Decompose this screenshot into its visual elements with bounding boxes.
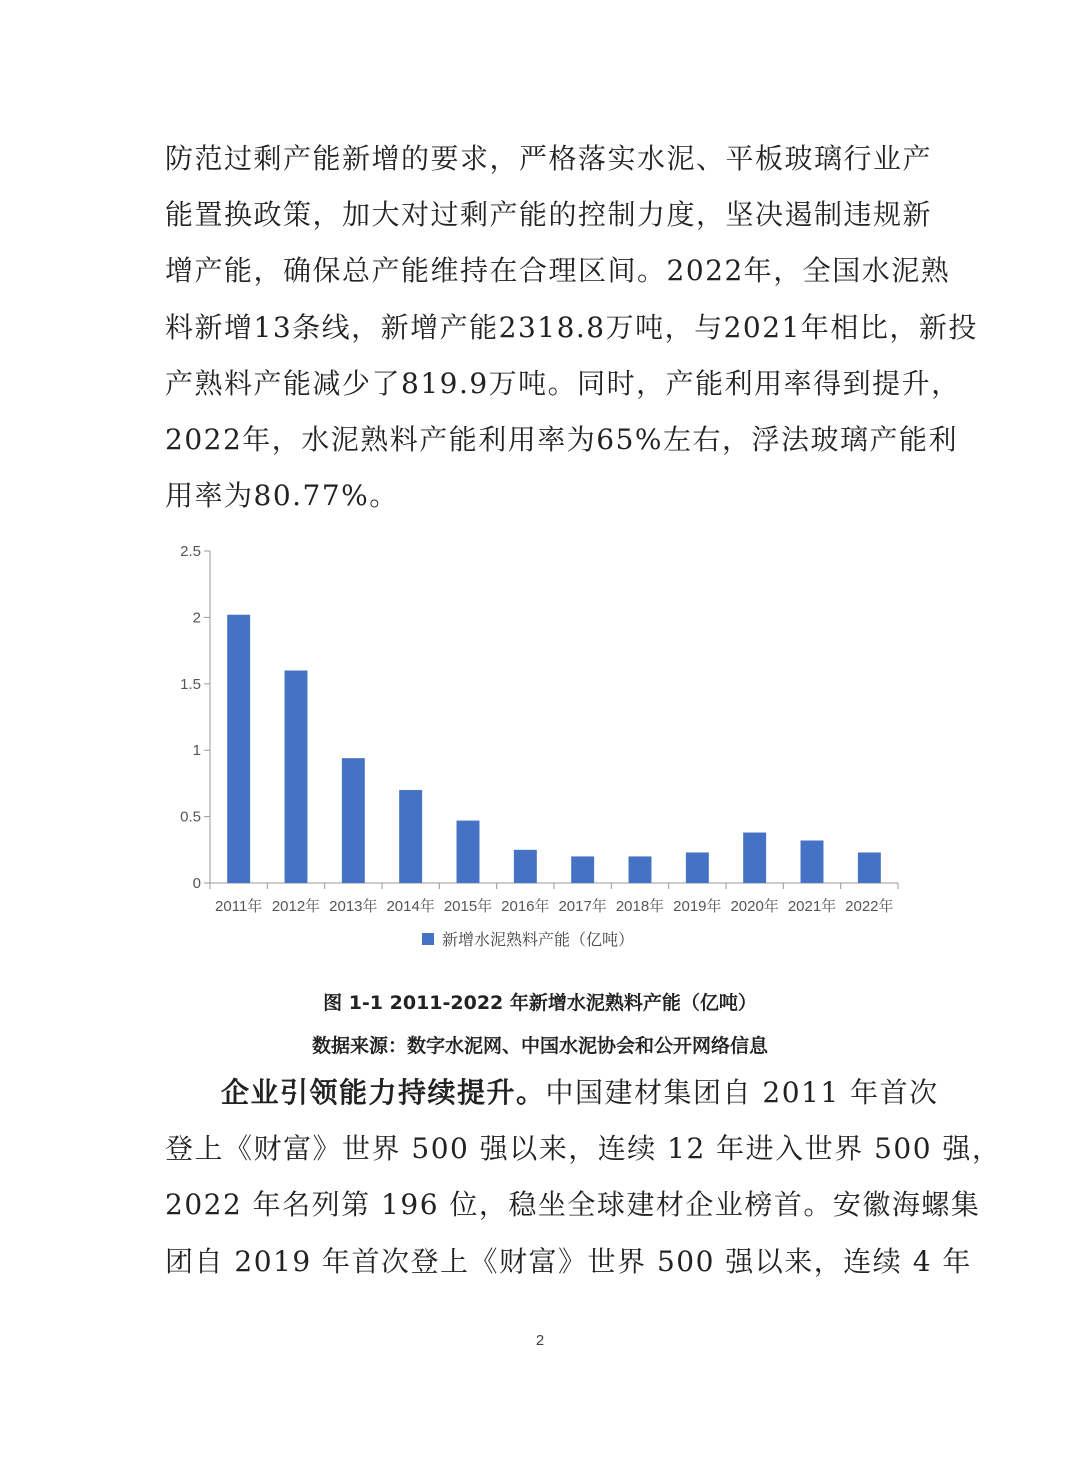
text-line: 产熟料产能减少了819.9万吨。同时，产能利用率得到提升，: [165, 366, 961, 400]
paragraph-enterprise-leadership: [165, 1065, 1002, 1290]
text-line: 2022年，水泥熟料产能利用率为65%左右，浮法玻璃产能利: [165, 422, 958, 456]
x-tick-label: 2012年: [271, 898, 321, 915]
figure-source: 数据来源：数字水泥网、中国水泥协会和公开网络信息: [311, 1035, 768, 1057]
bar-2017年: [571, 856, 594, 883]
text-line: 团自 2019 年首次登上《财富》世界 500 强以来，连续 4 年: [165, 1244, 972, 1278]
bar-2016年: [514, 850, 537, 883]
bar-2015年: [457, 821, 480, 883]
clinker-capacity-bar-chart: [160, 535, 920, 965]
bar-2019年: [686, 852, 709, 883]
text-line: 用率为80.77%。: [165, 479, 399, 513]
x-tick-label: 2013年: [329, 898, 378, 915]
x-tick-label: 2016年: [501, 898, 550, 915]
bar-2021年: [801, 841, 824, 883]
x-tick-label: 2021年: [787, 898, 837, 915]
y-tick-label: 1.5: [180, 675, 201, 693]
bar-2013年: [342, 758, 365, 883]
page-number: 2: [535, 1332, 545, 1349]
x-tick-label: 2022年: [845, 898, 894, 915]
y-tick-label: 0.5: [180, 808, 201, 826]
text-line: 能置换政策，加大对过剩产能的控制力度，坚决遏制违规新: [165, 198, 933, 232]
text-line: 增产能，确保总产能维持在合理区间。2022年，全国水泥熟: [165, 254, 951, 288]
x-tick-label: 2015年: [443, 898, 493, 915]
x-tick-label: 2017年: [558, 898, 607, 915]
y-tick-label: 1: [192, 742, 201, 760]
bar-2011年: [227, 615, 250, 883]
legend-swatch: [422, 933, 434, 945]
bar-2022年: [858, 852, 881, 883]
paragraph-lead-heading: 企业引领能力持续提升。: [221, 1076, 546, 1109]
text-line: 2022 年名列第 196 位，稳坐全球建材企业榜首。安徽海螺集: [165, 1188, 981, 1222]
text-segment: 中国建材集团自 2011 年首次: [545, 1076, 939, 1109]
y-tick-label: 0: [192, 875, 201, 892]
x-tick-label: 2019年: [673, 898, 722, 915]
bar-2014年: [399, 790, 422, 883]
figure-caption: 图 1-1 2011-2022 年新增水泥熟料产能（亿吨）: [323, 992, 757, 1014]
x-tick-label: 2018年: [615, 898, 665, 915]
text-line: 防范过剩产能新增的要求，严格落实水泥、平板玻璃行业产: [165, 142, 933, 175]
bar-2018年: [629, 856, 652, 883]
text-line: 登上《财富》世界 500 强以来，连续 12 年进入世界 500 强，: [165, 1132, 1002, 1166]
bar-2020年: [743, 833, 766, 883]
y-tick-label: 2: [192, 609, 201, 627]
legend-label: 新增水泥熟料产能（亿吨）: [442, 930, 635, 949]
bar-2012年: [285, 671, 308, 883]
y-tick-label: 2.5: [180, 543, 201, 560]
x-tick-label: 2014年: [386, 898, 435, 915]
text-line: 料新增13条线，新增产能2318.8万吨，与2021年相比，新投: [165, 310, 978, 344]
x-tick-label: 2011年: [215, 898, 263, 915]
text-line: [165, 1065, 939, 1121]
x-tick-label: 2020年: [730, 898, 779, 915]
paragraph-capacity-control: [165, 131, 978, 524]
